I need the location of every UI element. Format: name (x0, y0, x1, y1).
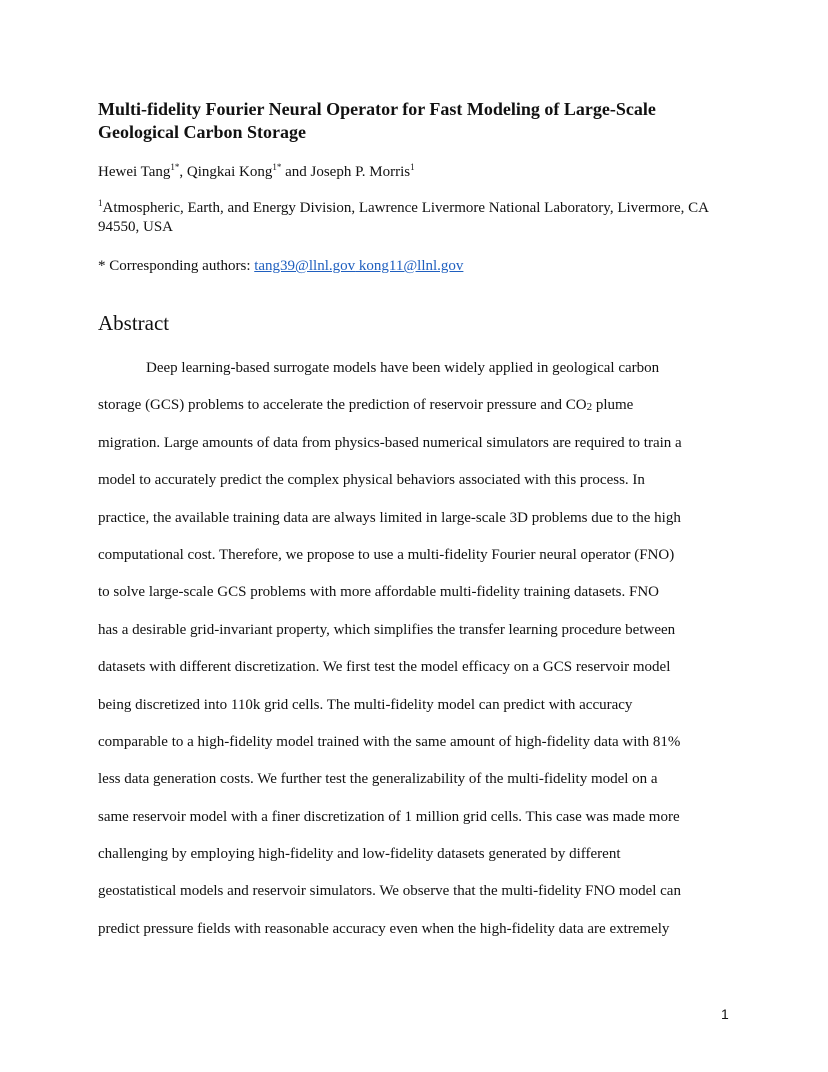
author-name: Joseph P. Morris (310, 164, 411, 180)
author-affiliation-mark: 1* (272, 162, 282, 172)
abstract-line: has a desirable grid-invariant property, which simplifies the transfer learning procedure between (98, 621, 676, 638)
abstract-line: Deep learning-based surrogate models have been widely applied in geological carbon (146, 360, 660, 376)
affiliation (98, 199, 738, 237)
abstract-line-text: plume (592, 397, 634, 414)
abstract-line: same reservoir model with a finer discretization of 1 million grid cells. This case was made more (98, 808, 680, 825)
author-separator: , (179, 164, 187, 180)
author-list (98, 162, 415, 182)
abstract-line: practice, the available training data are always limited in large-scale 3D problems due to the high (98, 509, 681, 526)
email-link-kong[interactable]: kong11@llnl.gov (355, 258, 464, 274)
abstract-line: datasets with different discretization. We first test the model efficacy on a GCS reservoir model (98, 659, 671, 676)
abstract-heading: Abstract (98, 311, 170, 335)
affiliation-text: Atmospheric, Earth, and Energy Division, Lawrence Livermore National Laboratory, Livermore, CA 94550, USA (98, 200, 709, 235)
affiliation-mark: 1 (98, 198, 103, 208)
abstract-line: model to accurately predict the complex physical behaviors associated with this process. In (98, 472, 645, 489)
corresponding-label: * Corresponding authors: (98, 258, 255, 274)
author-name: Hewei Tang (98, 164, 171, 180)
abstract-line: being discretized into 110k grid cells. The multi-fidelity model can predict with accuracy (98, 696, 633, 713)
corresponding-authors (98, 256, 463, 276)
abstract-body (98, 355, 734, 953)
paper-title: Multi-fidelity Fourier Neural Operator for Fast Modeling of Large-Scale Geological Carbon Storage (98, 99, 656, 142)
abstract-line-text: storage (GCS) problems to accelerate the prediction of reservoir pressure and CO (98, 397, 587, 414)
abstract-line: to solve large-scale GCS problems with more affordable multi-fidelity training datasets. FNO (98, 584, 659, 601)
author-name: Qingkai Kong (186, 164, 273, 180)
abstract-line: migration. Large amounts of data from physics-based numerical simulators are required to train a (98, 434, 682, 451)
author-separator: and (281, 164, 311, 180)
page-number: 1 (721, 1006, 729, 1022)
author-affiliation-mark: 1* (170, 162, 180, 172)
abstract-line: geostatistical models and reservoir simulators. We observe that the multi-fidelity FNO model can (98, 883, 681, 900)
chemical-subscript: 2 (586, 401, 593, 414)
abstract-line: comparable to a high-fidelity model trained with the same amount of high-fidelity data with 81% (98, 733, 681, 750)
abstract-line: computational cost. Therefore, we propose to use a multi-fidelity Fourier neural operator (FNO) (98, 546, 675, 563)
abstract-line: predict pressure fields with reasonable accuracy even when the high-fidelity data are extremely (98, 920, 670, 937)
abstract-line (98, 392, 734, 429)
author-affiliation-mark: 1 (410, 162, 415, 172)
abstract-line: challenging by employing high-fidelity and low-fidelity datasets generated by different (98, 846, 621, 863)
abstract-line: less data generation costs. We further test the generalizability of the multi-fidelity model on a (98, 771, 658, 788)
email-link-tang[interactable]: tang39@llnl.gov (254, 258, 356, 274)
